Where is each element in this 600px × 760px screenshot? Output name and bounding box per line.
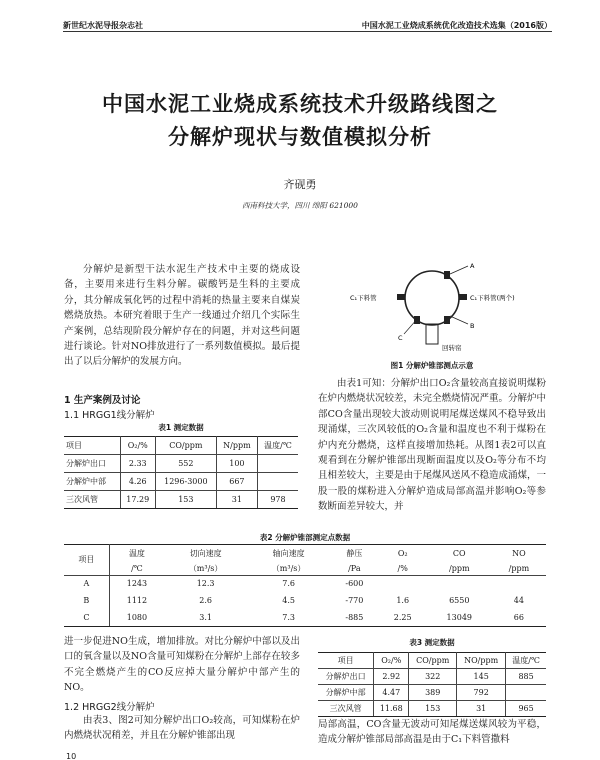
author: 齐砚勇 <box>283 178 317 191</box>
table1-header-row <box>64 437 298 455</box>
figure-label-a: A <box>470 262 475 270</box>
table2-cell: 2.6 <box>199 596 212 605</box>
table3-cell: 389 <box>409 685 457 701</box>
table2-header: 静压 <box>330 545 379 563</box>
table3-cell: 分解炉出口 <box>318 669 374 685</box>
leader-line-c <box>404 318 418 334</box>
table2-cell: 7.6 <box>282 579 295 589</box>
table2-header: NO <box>492 545 546 563</box>
feed-pipe-right-icon <box>459 294 467 300</box>
table2-header: CO <box>427 545 492 563</box>
table1-cell: 三次风管 <box>64 491 120 509</box>
figure-label-b: B <box>470 322 475 330</box>
table3-cell: 分解炉中部 <box>318 685 374 701</box>
table3-cell: 145 <box>457 669 506 685</box>
table1-header: 温度/℃ <box>257 437 298 455</box>
table-row <box>318 685 546 701</box>
table2-header: 轴向速度 <box>247 545 330 563</box>
table2-cell: C <box>64 609 109 626</box>
table2-cell: 44 <box>513 596 524 605</box>
table3-header: O₂/% <box>374 653 409 669</box>
table2-cell: -770 <box>345 596 364 605</box>
table2-cell <box>427 575 492 592</box>
table2-unit: /ppm <box>492 562 546 575</box>
table2-cell: 1080 <box>109 609 164 626</box>
table-row <box>64 455 298 473</box>
table3-cell <box>506 685 546 701</box>
table2-cell: 12.3 <box>196 579 215 589</box>
table-row <box>64 575 546 592</box>
table2-cell: 1112 <box>126 596 148 605</box>
table2-header: 切向速度 <box>164 545 247 563</box>
abstract-paragraph: 分解炉是新型干法水泥生产技术中主要的烧成设备，主要用来进行生料分解。碳酸钙是生料的主要成分，其分解成氧化钙的过程中消耗的热量主要来自煤炭燃烧放热。本研究着眼于生产一线通过介绍几个实际生产案例，总结现阶段分解炉存在的问题，并对这些问题进行谈论。针对NO排放进行了一系列数值模拟。最后提出了以后分解炉的发展方向。 <box>64 264 300 368</box>
table1-cell: 2.33 <box>120 455 155 473</box>
figure1-diagram <box>318 258 546 358</box>
table1-cell: 552 <box>155 455 216 473</box>
table1-header: CO/ppm <box>155 437 216 455</box>
calciner-cross-section <box>405 271 459 325</box>
subsection-heading-1: 1.1 HRGG1线分解炉 <box>64 410 155 421</box>
table3-header: 温度/℃ <box>506 653 546 669</box>
table2-cell: -885 <box>330 609 379 626</box>
table2-cell: 13049 <box>427 609 492 626</box>
table3-cell: 11.68 <box>374 701 409 717</box>
table2-header: 温度 <box>109 545 164 563</box>
table3-cell: 31 <box>457 701 506 717</box>
table1-cell: 1296-3000 <box>155 473 216 491</box>
right-paragraph-2: 局部高温，CO含量无波动可知尾煤送煤风较为平稳，造成分解炉锥部局部高温是由于C₁下料管撒料 <box>318 719 546 746</box>
table3-caption: 表3 测定数据 <box>409 638 455 647</box>
table3-header: CO/ppm <box>409 653 457 669</box>
table1-cell: 17.29 <box>120 491 155 509</box>
journal-name: 新世纪水泥导报杂志社 <box>63 21 143 30</box>
table1-caption: 表1 测定数据 <box>158 423 204 432</box>
table2-unit: /% <box>379 562 427 575</box>
table2-cell: 1243 <box>126 579 148 589</box>
table3-cell: 三次风管 <box>318 701 374 717</box>
table2-cell <box>492 575 546 592</box>
section-heading: 1 生产案例及讨论 <box>64 395 141 406</box>
table-row <box>64 491 298 509</box>
table1-header: 项目 <box>64 437 120 455</box>
table3-cell: 4.47 <box>374 685 409 701</box>
table2-caption: 表2 分解炉锥部测定点数据 <box>259 533 351 542</box>
table2-unit: /Pa <box>330 562 379 575</box>
table2-unit: /℃ <box>109 562 164 575</box>
table2 <box>64 544 546 627</box>
table2-header-row <box>64 545 546 563</box>
title-line-1: 中国水泥工业烧成系统技术升级路线图之 <box>102 92 498 116</box>
table2-cell: B <box>64 592 109 609</box>
table3-cell: 965 <box>506 701 546 717</box>
table1-cell <box>257 455 298 473</box>
table1-header: N/ppm <box>216 437 257 455</box>
table2-unit: （m³/s） <box>247 562 330 575</box>
table2-cell: 7.3 <box>247 609 330 626</box>
figure1-caption: 图1 分解炉锥部测点示意 <box>390 361 474 370</box>
table2-cell: 2.25 <box>379 609 427 626</box>
table1-header: O₂/% <box>120 437 155 455</box>
table3-cell: 153 <box>409 701 457 717</box>
figure-bottom-label: 回转窑 <box>442 344 462 352</box>
feed-pipe-left-icon <box>397 294 405 300</box>
table1-cell: 667 <box>216 473 257 491</box>
table3-header-row <box>318 653 546 669</box>
table1-cell: 31 <box>216 491 257 509</box>
table2-header: 项目 <box>64 545 109 576</box>
table2-cell: 1.6 <box>396 596 410 605</box>
table-row <box>64 609 546 626</box>
subsection-heading-2: 1.2 HRGG2线分解炉 <box>64 702 155 713</box>
table2-unit: （m³/s） <box>164 562 247 575</box>
left-paragraph-2: 进一步促进NO生成，增加排放。对比分解炉中部以及出口的氧含量以及NO含量可知煤粉在分解炉上部存在较多不完全燃烧产生的CO反应掉大量分解炉中部产生的NO。 <box>64 636 300 694</box>
table2-cell: 66 <box>492 609 546 626</box>
feed-pipe-bottom-left-icon <box>414 316 420 324</box>
table3-header: 项目 <box>318 653 374 669</box>
table1-cell: 分解炉中部 <box>64 473 120 491</box>
table3 <box>318 652 546 717</box>
table2-cell <box>379 575 427 592</box>
measure-point-a-icon <box>444 271 450 279</box>
table2-cell: 4.5 <box>282 596 295 605</box>
table-row <box>64 473 298 491</box>
table3-cell: 792 <box>457 685 506 701</box>
header-rule <box>63 31 552 32</box>
table2-cell: -600 <box>345 579 364 589</box>
table1-cell: 分解炉出口 <box>64 455 120 473</box>
leader-line-a <box>450 266 468 274</box>
page-number: 10 <box>66 752 77 760</box>
table2-cell: 3.1 <box>164 609 247 626</box>
figure-label-c: C <box>398 334 403 342</box>
table2-cell: A <box>64 575 109 592</box>
affiliation: 西南科技大学，四川 绵阳 621000 <box>242 201 358 210</box>
table2-cell: 6550 <box>449 596 470 605</box>
table1 <box>64 436 298 509</box>
table1-cell: 153 <box>155 491 216 509</box>
table1-cell <box>257 473 298 491</box>
table3-cell: 322 <box>409 669 457 685</box>
table2-unit: /ppm <box>427 562 492 575</box>
figure-right-label: C₁下料管(两个) <box>470 294 515 302</box>
table-row <box>64 592 546 609</box>
left-paragraph-3: 由表3、图2可知分解炉出口O₂较高，可知煤粉在炉内燃烧状况稍差，并且在分解炉锥部出现 <box>64 715 300 742</box>
right-paragraph-1: 由表1可知：分解炉出口O₂含量较高直接说明煤粉在炉内燃烧状况较差，未完全燃烧情况严重。分解炉中部CO含量出现较大波动则说明尾煤送煤风不稳导致出现涌煤，三次风较低的O₂含量和温度也不利于煤粉在炉内充分燃烧，这样直接增加热耗。从图1表2可以直观看到在分解炉锥部出现断面温度以及O₂等分布不均且相差较大，主要是由于尾煤风送风不稳造成涌煤，一股一股的煤粉进入分解炉造成局部高温并影响O₂等参数断面差异较大，并 <box>318 378 547 513</box>
table-row <box>318 669 546 685</box>
table1-cell: 4.26 <box>120 473 155 491</box>
title-line-2: 分解炉现状与数值模拟分析 <box>168 125 432 149</box>
table-row <box>318 701 546 717</box>
running-header <box>0 0 600 30</box>
table1-cell: 978 <box>257 491 298 509</box>
leader-line-b <box>450 316 468 324</box>
kiln-inlet-icon <box>426 324 438 344</box>
table3-header: NO/ppm <box>457 653 506 669</box>
table3-cell: 885 <box>506 669 546 685</box>
table1-cell: 100 <box>216 455 257 473</box>
collection-name: 中国水泥工业烧成系统优化改造技术选集（2016版） <box>361 21 552 30</box>
figure-left-label: C₁下料管 <box>350 294 377 302</box>
table2-header: O₂ <box>379 545 427 563</box>
table3-cell: 2.92 <box>374 669 409 685</box>
feed-pipe-bottom-right-icon <box>444 316 450 324</box>
table2-units-row <box>64 562 546 575</box>
